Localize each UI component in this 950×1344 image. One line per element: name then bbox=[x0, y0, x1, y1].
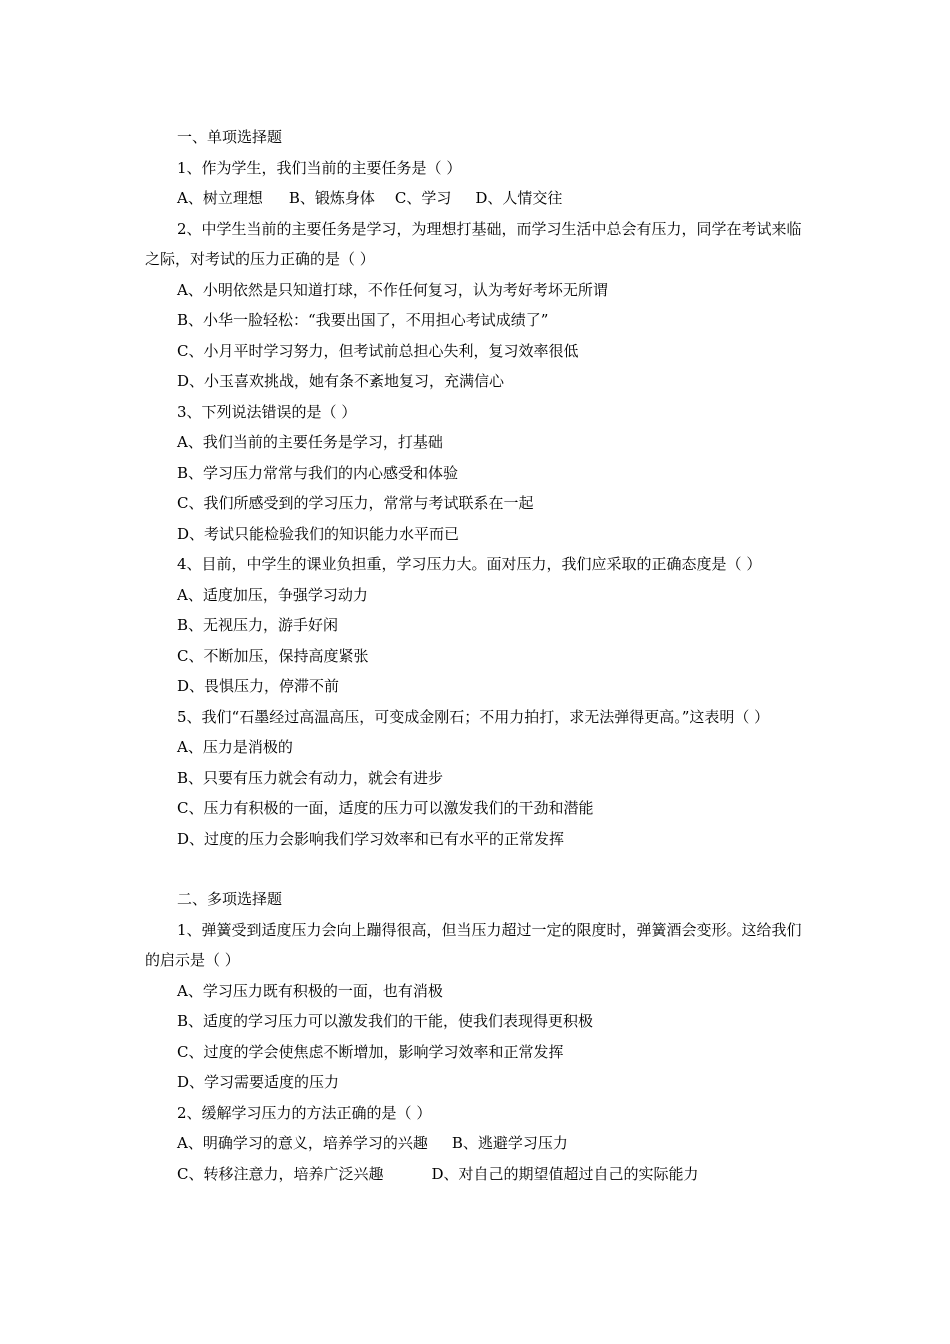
question-3-option-b: B、学习压力常常与我们的内心感受和体验 bbox=[177, 463, 459, 482]
multi-question-1-option-a: A、学习压力既有积极的一面，也有消极 bbox=[177, 981, 443, 1000]
question-3-option-d: D、考试只能检验我们的知识能力水平而已 bbox=[177, 524, 460, 543]
question-2-option-d: D、小玉喜欢挑战，她有条不紊地复习，充满信心 bbox=[177, 372, 505, 390]
question-3-option-a: A、我们当前的主要任务是学习，打基础 bbox=[177, 433, 443, 451]
multi-question-1-option-b: B、适度的学习压力可以激发我们的干能，使我们表现得更积极 bbox=[177, 1012, 594, 1030]
option-c: C、学习 bbox=[394, 189, 452, 207]
multi-question-2-options-ab bbox=[145, 1128, 811, 1159]
section-title-single-choice: 一、单项选择题 bbox=[177, 128, 283, 146]
question-1-stem: 1、作为学生，我们当前的主要任务是（ ） bbox=[177, 158, 462, 177]
question-5-option-c: C、压力有积极的一面，适度的压力可以激发我们的干劲和潜能 bbox=[177, 799, 594, 817]
multi-question-1-option-d: D、学习需要适度的压力 bbox=[177, 1073, 340, 1091]
multi-question-2-stem: 2、缓解学习压力的方法正确的是（ ） bbox=[177, 1103, 432, 1122]
question-4-stem: 4、目前，中学生的课业负担重，学习压力大。面对压力，我们应采取的正确态度是（ ） bbox=[177, 555, 762, 573]
option-c: C、转移注意力，培养广泛兴趣 bbox=[177, 1164, 384, 1183]
question-2-stem: 2、中学生当前的主要任务是学习，为理想打基础，而学习生活中总会有压力，同学在考试来临之际，对考试的压力正确的是（ ） bbox=[145, 219, 802, 268]
question-2-option-b: B、小华一脸轻松：“我要出国了，不用担心考试成绩了” bbox=[177, 311, 549, 329]
question-3-option-c: C、我们所感受到的学习压力，常常与考试联系在一起 bbox=[177, 494, 534, 512]
question-1-options bbox=[145, 183, 811, 214]
question-2-option-a: A、小明依然是只知道打球，不作任何复习，认为考好考坏无所谓 bbox=[177, 280, 608, 299]
multi-question-1-stem: 1、弹簧受到适度压力会向上蹦得很高，但当压力超过一定的限度时，弹簧酒会变形。这给我们的启示是（ ） bbox=[145, 920, 802, 969]
section-title-multiple-choice: 二、多项选择题 bbox=[177, 890, 283, 908]
question-4-option-d: D、畏惧压力，停滞不前 bbox=[177, 677, 340, 695]
question-3-stem: 3、下列说法错误的是（ ） bbox=[177, 402, 357, 421]
question-2-option-c: C、小月平时学习努力，但考试前总担心失利，复习效率很低 bbox=[177, 341, 579, 360]
question-5-option-d: D、过度的压力会影响我们学习效率和已有水平的正常发挥 bbox=[177, 829, 565, 848]
question-5-stem: 5、我们“石墨经过高温高压，可变成金刚石；不用力拍打，求无法弹得更高。”这表明（ ） bbox=[177, 707, 770, 726]
multi-question-1-option-c: C、过度的学会使焦虑不断增加，影响学习效率和正常发挥 bbox=[177, 1042, 564, 1061]
section-spacer bbox=[145, 854, 811, 884]
question-4-option-b: B、无视压力，游手好闲 bbox=[177, 616, 339, 634]
option-d: D、人情交往 bbox=[475, 189, 563, 207]
option-b: B、锻炼身体 bbox=[288, 189, 375, 207]
option-a: A、明确学习的意义，培养学习的兴趣 bbox=[177, 1134, 428, 1152]
question-4-option-a: A、适度加压，争强学习动力 bbox=[177, 585, 368, 604]
option-d: D、对自己的期望值超过自己的实际能力 bbox=[431, 1164, 699, 1183]
option-a: A、树立理想 bbox=[177, 189, 263, 207]
question-4-option-c: C、不断加压，保持高度紧张 bbox=[177, 646, 369, 665]
question-5-option-a: A、压力是消极的 bbox=[177, 738, 293, 756]
option-b: B、逃避学习压力 bbox=[451, 1134, 568, 1152]
multi-question-2-options-cd bbox=[145, 1159, 811, 1190]
document-body bbox=[145, 122, 811, 1189]
question-5-option-b: B、只要有压力就会有动力，就会有进步 bbox=[177, 768, 444, 787]
